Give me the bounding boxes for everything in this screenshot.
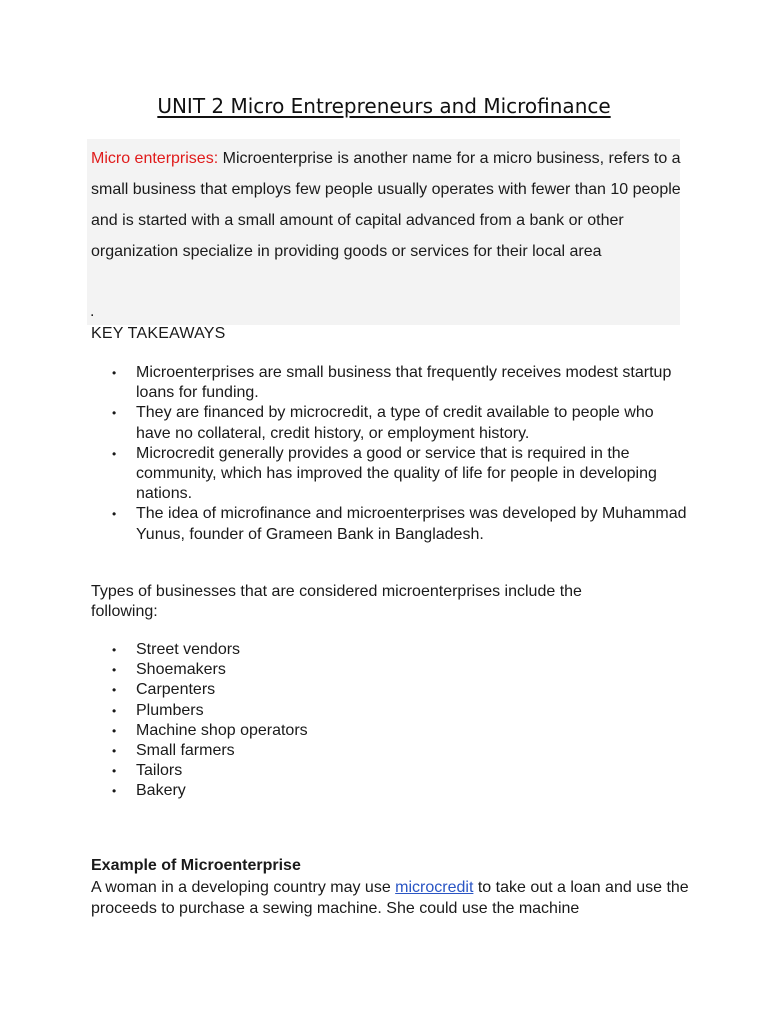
key-takeaways-heading: KEY TAKEAWAYS	[91, 325, 226, 342]
list-item: • Microcredit generally provides a good or service that is required in the community, which has improved the quality of life for people in developing nations.	[91, 444, 691, 505]
intro-lead: Micro enterprises:	[91, 150, 219, 167]
intro-body: Microenterprise is another name for a micro business, refers to a small business that employs few people usually operates with fewer than 10 people and is started with a small amount of capital advanced from a bank or other organization specialize in providing goods or services for their local area	[91, 150, 681, 260]
example-text-start: A woman in a developing country may use	[91, 879, 396, 896]
list-item: • They are financed by microcredit, a type of credit available to people who have no collateral, credit history, or employment history.	[91, 403, 691, 443]
types-intro: Types of businesses that are considered microenterprises include the following:	[91, 583, 582, 620]
list-item: • Plumbers	[91, 701, 691, 721]
list-item: • Street vendors	[91, 640, 691, 660]
example-text-end: to take out a loan and use the proceeds to purchase a sewing machine. She could use the machine	[91, 879, 689, 917]
key-takeaways-list	[91, 363, 691, 545]
list-item: • Bakery	[91, 781, 691, 801]
microcredit-link[interactable]: microcredit	[395, 879, 474, 896]
list-item: • Shoemakers	[91, 660, 691, 680]
page-title	[0, 92, 768, 120]
list-item: • The idea of microfinance and microenterprises was developed by Muhammad Yunus, founder of Grameen Bank in Bangladesh.	[91, 504, 691, 544]
stray-period: .	[90, 303, 95, 320]
example-heading: Example of Microenterprise	[91, 857, 301, 874]
page-title-text: UNIT 2 Micro Entrepreneurs and Microfinance	[157, 94, 611, 118]
list-item: • Small farmers	[91, 741, 691, 761]
list-item: • Microenterprises are small business that frequently receives modest startup loans for funding.	[91, 363, 691, 403]
list-item: • Machine shop operators	[91, 721, 691, 741]
example-paragraph	[91, 878, 691, 919]
business-types-list	[91, 640, 691, 802]
intro-paragraph	[91, 143, 683, 267]
list-item: • Carpenters	[91, 680, 691, 700]
list-item: • Tailors	[91, 761, 691, 781]
